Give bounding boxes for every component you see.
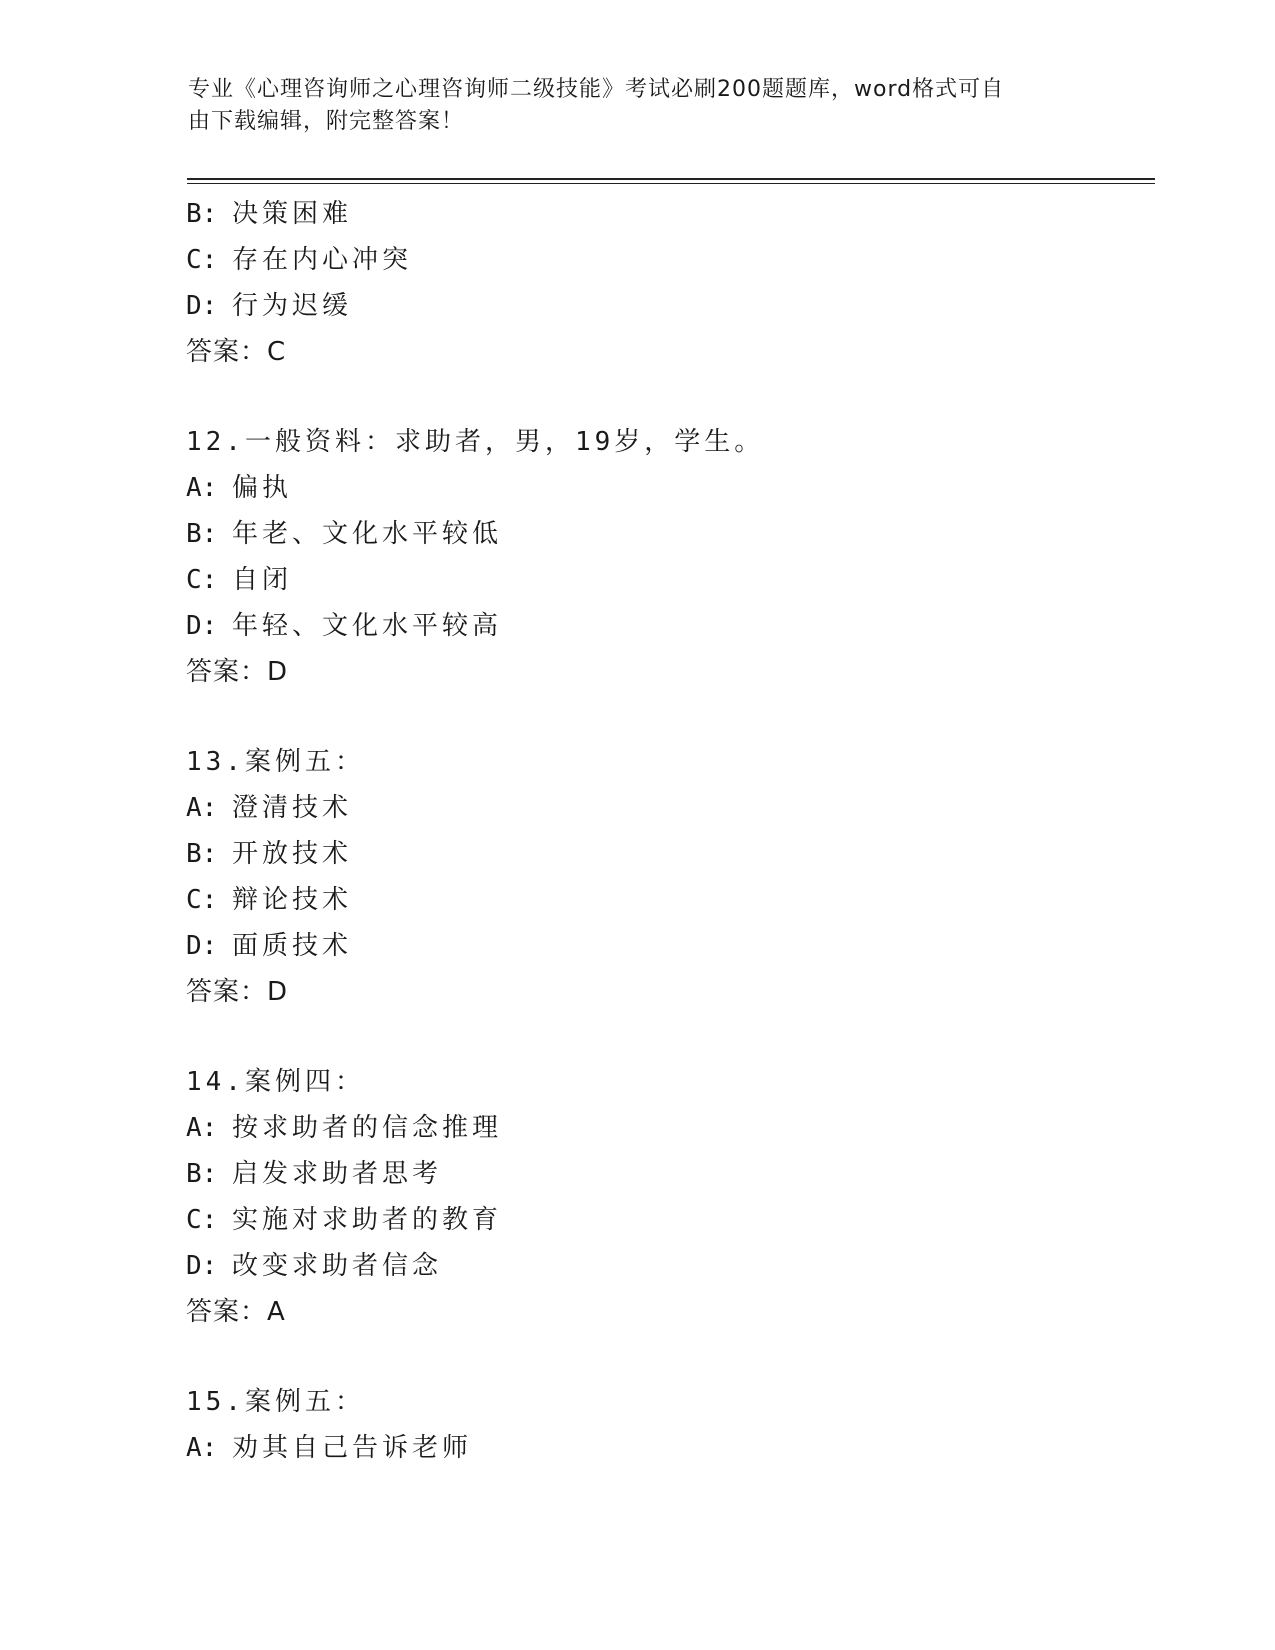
- answer-line: 答案：D: [186, 977, 289, 1007]
- option-d: D: 行为迟缓: [186, 291, 353, 321]
- header-divider-thick: [187, 178, 1155, 180]
- header-line-1: 专业《心理咨询师之心理咨询师二级技能》考试必刷200题题库，word格式可自: [188, 77, 1005, 102]
- question-stem: 15.案例五：: [186, 1387, 365, 1417]
- option-c: C: 辩论技术: [186, 885, 353, 915]
- option-d: D: 改变求助者信念: [186, 1251, 443, 1281]
- option-d: D: 年轻、文化水平较高: [186, 611, 503, 641]
- option-c: C: 实施对求助者的教育: [186, 1205, 503, 1235]
- option-b: B: 启发求助者思考: [186, 1159, 443, 1189]
- question-stem: 13.案例五：: [186, 747, 365, 777]
- answer-line: 答案：D: [186, 657, 289, 687]
- option-a: A: 按求助者的信念推理: [186, 1113, 503, 1143]
- answer-line: 答案：A: [186, 1297, 286, 1327]
- question-list: [186, 191, 1146, 1471]
- question-15: [186, 1379, 1146, 1471]
- question-stem: 14.案例四：: [186, 1067, 365, 1097]
- question-12: [186, 419, 1146, 695]
- question-stem: 12.一般资料：求助者，男，19岁，学生。: [186, 427, 765, 457]
- header-divider-thin: [187, 183, 1155, 184]
- question-14: [186, 1059, 1146, 1335]
- option-b: B: 决策困难: [186, 199, 353, 229]
- question-13: [186, 739, 1146, 1015]
- option-a: A: 偏执: [186, 473, 293, 503]
- option-a: A: 劝其自己告诉老师: [186, 1433, 473, 1463]
- option-a: A: 澄清技术: [186, 793, 353, 823]
- question-11-continued: [186, 191, 1146, 375]
- answer-line: 答案：C: [186, 337, 287, 367]
- option-d: D: 面质技术: [186, 931, 353, 961]
- document-header: [188, 74, 1068, 138]
- option-b: B: 开放技术: [186, 839, 353, 869]
- option-c: C: 自闭: [186, 565, 293, 595]
- option-b: B: 年老、文化水平较低: [186, 519, 503, 549]
- option-c: C: 存在内心冲突: [186, 245, 413, 275]
- header-line-2: 由下载编辑，附完整答案！: [188, 109, 465, 134]
